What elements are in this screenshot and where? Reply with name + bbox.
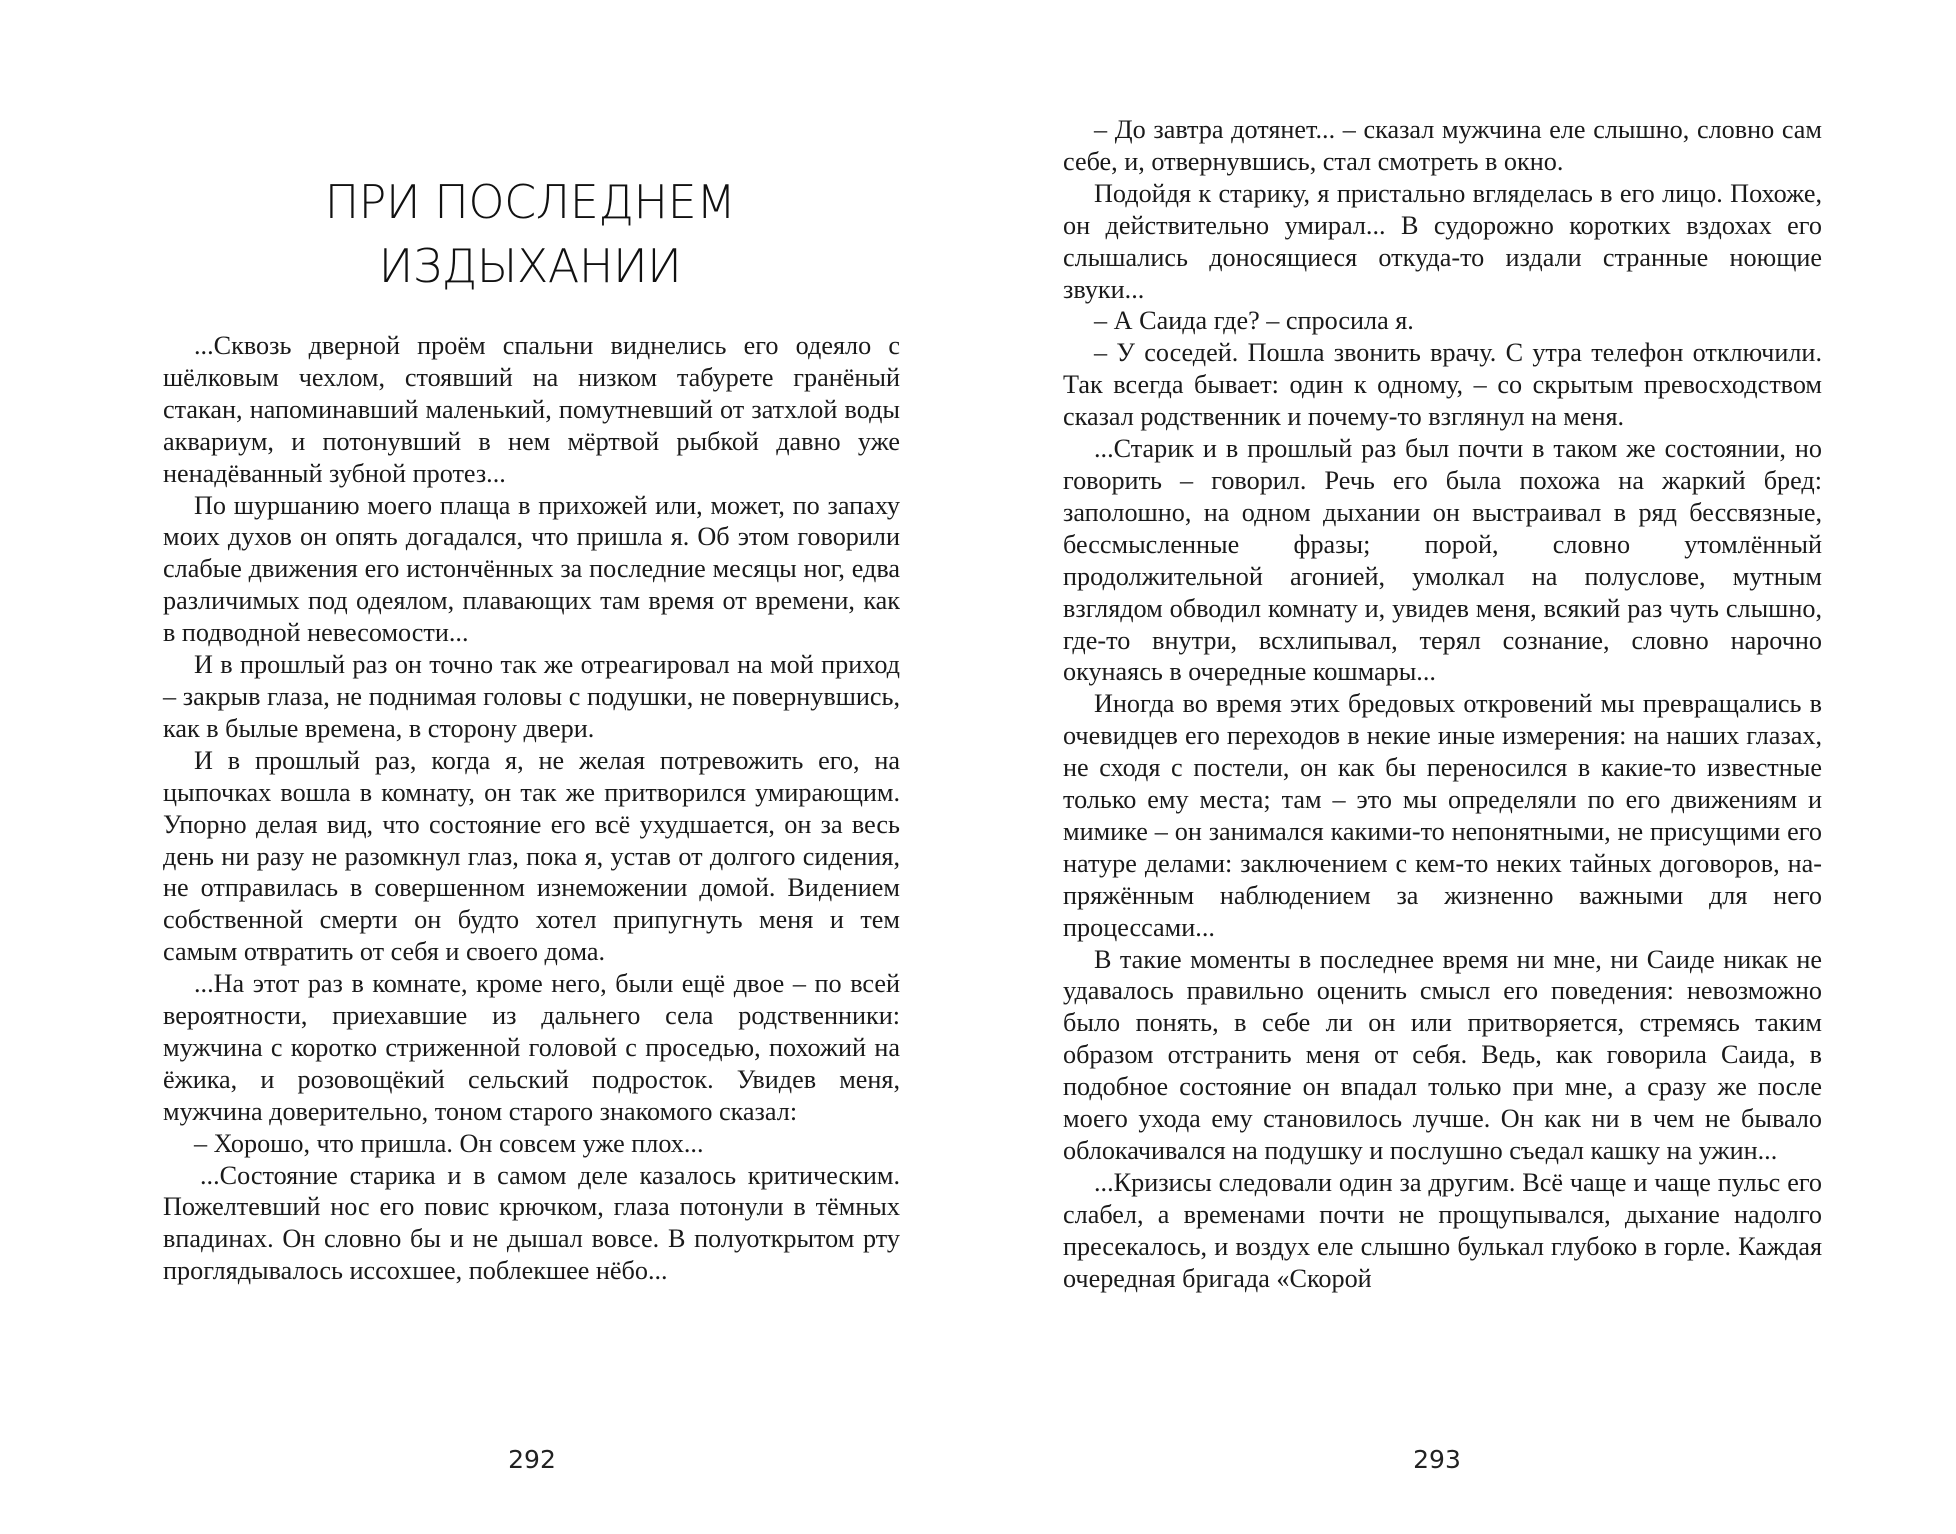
paragraph: По шуршанию моего плаща в прихожей или, может, по запаху моих духов он опять догадался, что пришла я. Об этом говорили слабые движения его истончённых за последние месяцы ног, едва различимых под одеялом, плавающих там время от времени, как в подводной невесомости... (163, 490, 900, 648)
left-page-text (163, 330, 900, 1287)
chapter-title-line-2: ИЗДЫХАНИИ (378, 239, 682, 293)
paragraph: ...На этот раз в комнате, кроме него, были ещё двое – по всей вероятности, приехавшие из дальнего села родственники: мужчина с коротко стриженной головой с проседью, похожий на ёжика, и розовощёкий сельский подросток. Увидев меня, мужчина доверительно, тоном старого знакомого сказал: (163, 969, 900, 1126)
paragraph: ...Сквозь дверной проём спальни виднелись его одеяло с шёлковым чехлом, стоявший на низком табурете гранёный стакан, напоминавший маленький, помутневший от затхлой воды аквариум, и потонувший в нем мёртвой рыбкой давно уже ненадёванный зубной протез... (163, 331, 900, 488)
right-page-text (1063, 114, 1822, 1295)
right-page (978, 0, 1956, 1534)
paragraph: ...Состояние старика и в самом деле казалось критическим. Пожелтевший нос его повис крючком, глаза потонули в тёмных впадинах. Он словно бы и не дышал вовсе. В полуоткрытом рту проглядывалось иссохшее, поблекшее нёбо... (163, 1160, 900, 1286)
paragraph: Подойдя к старику, я пристально вгляделась в его лицо. Похоже, он действительно умирал... В судорожно коротких вздохах его слышались доносящиеся откуда-то издали странные ноющие звуки... (1063, 178, 1822, 304)
page-number: 293 (1413, 1445, 1461, 1474)
paragraph: Иногда во время этих бредовых откровений мы превращались в очевидцев его переходов в некие иные измерения: на наших глазах, не сходя с постели, он как бы переносился в какие-то известные только ему места; там – это мы определяли по его движениям и мимике – он занимался какими-то непонятными, не присущими его натуре делами: заключением с кем-то неких тайных договоров, напряжённым наблюдением за жизненно важными для него процессами... (1063, 689, 1822, 942)
paragraph: ...Старик и в прошлый раз был почти в таком же состоянии, но говорить – говорил. Речь его была похожа на жаркий бред: заполошно, на одном дыхании он выстраивал в ряд бессвязные, бессмысленные фразы; порой, словно утомлённый продолжительной агонией, умолкал на полуслове, мутным взглядом обводил комнату и, увидев меня, всякий раз чуть слышно, где-то внутри, всхлипывал, терял сознание, словно нарочно окунаясь в очередные кошмары... (1063, 434, 1822, 687)
paragraph: ...Кризисы следовали один за другим. Всё чаще и чаще пульс его слабел, а временами почти не прощупывался, дыхание надолго пресекалось, и воздух еле слышно булькал глубоко в горле. Каждая очередная бригада «Скорой (1063, 1167, 1822, 1293)
chapter-title-line-1: ПРИ ПОСЛЕДНЕМ (324, 175, 736, 229)
paragraph: – Хорошо, что пришла. Он совсем уже плох... (194, 1128, 704, 1158)
chapter-title (150, 170, 910, 298)
paragraph: – До завтра дотянет... – сказал мужчина еле слышно, словно сам себе, и, отвернувшись, стал смотреть в окно. (1063, 115, 1822, 176)
paragraph: В такие моменты в последнее время ни мне, ни Саиде никак не удавалось правильно оценить смысл его поведения: невозможно было понять, в себе ли он или притворяется, стремясь таким образом отстранить меня от себя. Ведь, как говорила Саида, в подобное состояние он впадал только при мне, а сразу же после моего ухода ему становилось лучше. Он как ни в чем не бывало облокачивался на подушку и послушно съедал кашку на ужин... (1063, 944, 1822, 1165)
page-number: 292 (508, 1445, 556, 1474)
paragraph: И в прошлый раз он точно так же отреагировал на мой приход – закрыв глаза, не поднимая головы с подушки, не повернувшись, как в былые времена, в сторону двери. (163, 650, 900, 743)
paragraph: – А Саида где? – спросила я. (1094, 306, 1414, 336)
paragraph: И в прошлый раз, когда я, не желая потревожить его, на цыпочках вошла в комнату, он так же притворился умирающим. Упорно делая вид, что состояние его всё ухудшается, он за весь день ни разу не разомкнул глаз, пока я, устав от долгого сидения, не отправилась в совершенном изнеможении домой. Видением собственной смерти он будто хотел припугнуть меня и тем самым отвратить от себя и своего дома. (163, 745, 900, 967)
paragraph: – У соседей. Пошла звонить врачу. С утра телефон отключили. Так всегда бывает: один к одному, – со скрытым превосходством сказал родственник и почему-то взглянул на меня. (1063, 338, 1822, 432)
